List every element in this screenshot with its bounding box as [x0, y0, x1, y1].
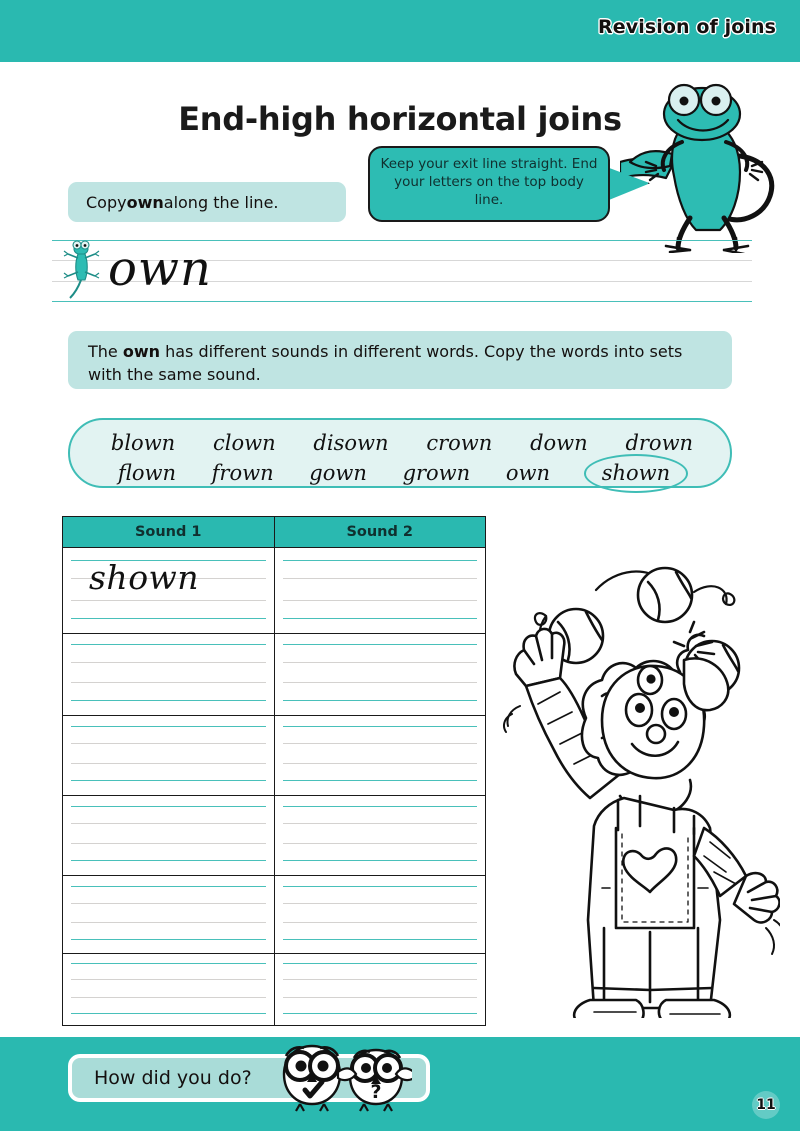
top-banner [0, 0, 800, 62]
word-bank-item[interactable]: grown [402, 461, 471, 485]
speech-bubble: Keep your exit line straight. End your letters on the top body line. [368, 146, 610, 222]
table-cell-sound-2[interactable] [275, 548, 486, 634]
copy-task-word: own [126, 192, 164, 212]
table-cell-sound-1[interactable] [63, 876, 275, 954]
self-assessment-owls[interactable] [272, 1040, 412, 1112]
table-cell-sound-2[interactable] [275, 634, 486, 716]
page-title: End-high horizontal joins [178, 100, 622, 138]
instruction-prefix: The [88, 342, 123, 361]
word-bank-row-2 [70, 458, 734, 488]
instruction-suffix: has different sounds in different words. Copy the words into sets with the same sound. [88, 342, 683, 385]
page-number: 11 [752, 1091, 780, 1119]
owl-check-icon [284, 1046, 340, 1111]
gecko-mascot-icon [620, 78, 790, 253]
table-cell-sound-1[interactable] [63, 716, 275, 796]
practice-writing-line[interactable] [52, 240, 752, 302]
word-bank-item[interactable]: crown [426, 431, 493, 455]
self-assessment-label: How did you do? [94, 1067, 252, 1089]
word-bank-item[interactable]: down [530, 431, 588, 455]
copy-task-suffix: along the line. [163, 192, 279, 212]
word-bank [68, 418, 732, 488]
table-row [63, 716, 485, 796]
table-header-row [63, 517, 485, 548]
word-bank-item[interactable]: clown [213, 431, 276, 455]
table-cell-sound-2[interactable] [275, 876, 486, 954]
sound-sorting-table [62, 516, 486, 1026]
owl-question-icon [338, 1050, 412, 1111]
table-cell-sound-2[interactable] [275, 796, 486, 876]
word-bank-item[interactable]: drown [625, 431, 694, 455]
word-bank-item[interactable]: blown [110, 431, 176, 455]
word-bank-item[interactable]: disown [313, 431, 389, 455]
instruction-word: own [122, 342, 161, 361]
table-cell-sound-1[interactable] [63, 634, 275, 716]
table-row [63, 876, 485, 954]
table-cell-sound-2[interactable] [275, 716, 486, 796]
gecko-small-icon [60, 238, 102, 302]
column-header-sound-1: Sound 1 [63, 517, 275, 548]
table-row [63, 796, 485, 876]
table-row [63, 634, 485, 716]
svg-text:?: ? [370, 1081, 382, 1103]
practice-word: own [108, 241, 212, 297]
copy-task-instruction [68, 182, 346, 222]
column-header-sound-2: Sound 2 [275, 517, 486, 548]
table-row [63, 548, 485, 634]
juggling-clown-illustration [498, 528, 780, 1018]
copy-task-prefix: Copy [86, 192, 127, 212]
table-cell-sound-1[interactable] [63, 954, 275, 1025]
word-bank-item[interactable]: flown [117, 461, 176, 485]
table-cell-sound-1[interactable] [63, 548, 275, 634]
word-bank-item[interactable]: gown [309, 461, 367, 485]
word-bank-item[interactable]: frown [211, 461, 274, 485]
table-cell-sound-2[interactable] [275, 954, 486, 1025]
sort-instruction [68, 331, 732, 389]
table-row [63, 954, 485, 1025]
ruling-line-bottom [52, 301, 752, 302]
word-bank-item-circled[interactable]: shown [586, 459, 686, 487]
word-bank-item[interactable]: own [505, 461, 551, 485]
banner-title: Revision of joins [598, 16, 776, 38]
table-cell-sound-1[interactable] [63, 796, 275, 876]
answer-word: shown [89, 558, 200, 597]
